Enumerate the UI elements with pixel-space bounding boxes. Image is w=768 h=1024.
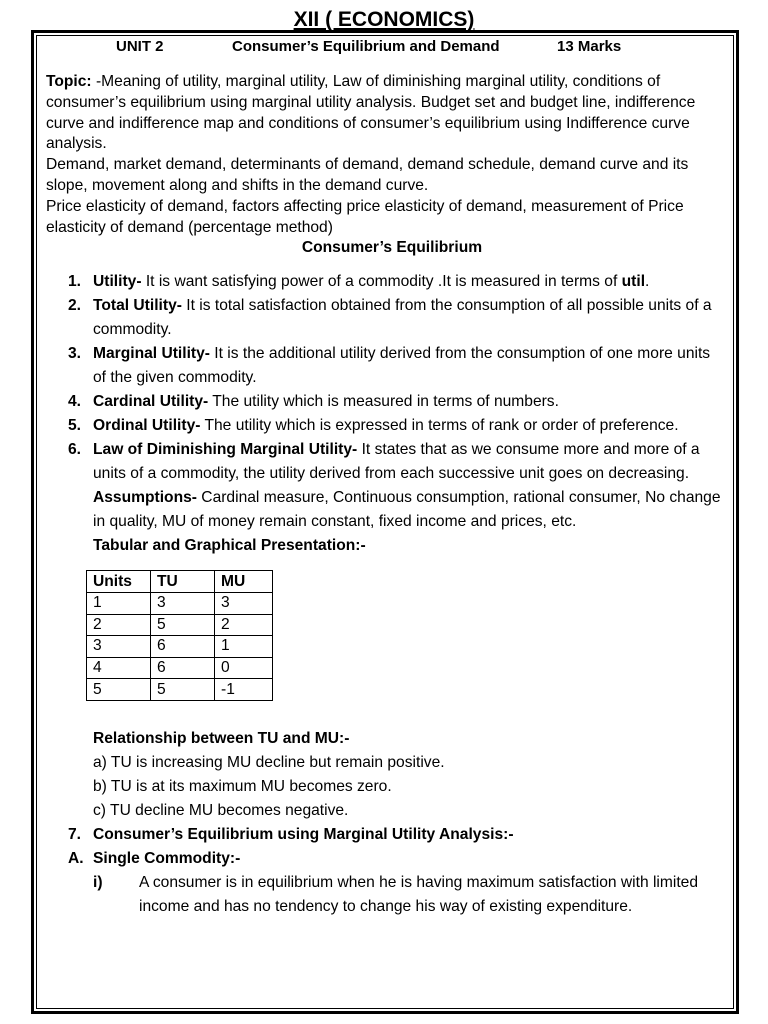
item-tail: .	[645, 273, 650, 291]
item-term: Marginal Utility-	[93, 345, 210, 363]
list-item	[46, 294, 726, 342]
table-cell: 3	[87, 636, 151, 658]
roman-number: i)	[93, 873, 103, 891]
table-cell: 5	[151, 679, 215, 701]
topic-paragraph: Demand, market demand, determinants of demand, demand schedule, demand curve and its slope, movement along and shifts in the demand curve.	[46, 156, 689, 194]
table-cell: 0	[215, 657, 273, 679]
item-term: Cardinal Utility-	[93, 393, 209, 411]
topic-paragraph	[46, 72, 726, 155]
topic-block	[46, 72, 726, 238]
table-cell: 3	[215, 592, 273, 614]
list-item	[46, 270, 726, 294]
item-number: 6.	[68, 441, 82, 459]
table-cell: 3	[151, 592, 215, 614]
relationship-heading: Relationship between TU and MU:-	[93, 729, 350, 747]
relationship-point: b) TU is at its maximum MU becomes zero.	[93, 777, 392, 795]
item-heading: Single Commodity:-	[93, 849, 241, 867]
relationship-point: a) TU is increasing MU decline but remain positive.	[93, 753, 445, 771]
topic-label: Topic:	[46, 73, 92, 90]
item-text: It is want satisfying power of a commodity .It is measured in terms of	[141, 273, 622, 291]
unit-title: Consumer’s Equilibrium and Demand	[232, 38, 500, 55]
item-text: The utility which is measured in terms of numbers.	[208, 393, 559, 411]
roman-item	[46, 871, 726, 919]
item-number: 7.	[68, 825, 82, 843]
assumptions-paragraph	[46, 486, 726, 534]
equilibrium-list	[46, 823, 726, 871]
table-cell: 5	[151, 614, 215, 636]
item-number: 2.	[68, 297, 82, 315]
unit-label: UNIT 2	[116, 38, 164, 55]
table-cell: 2	[215, 614, 273, 636]
table-cell: -1	[215, 679, 273, 701]
item-text: It is the additional utility derived from the consumption of one more units of the given commodity.	[93, 345, 711, 387]
item-number: 4.	[68, 393, 82, 411]
item-term: Ordinal Utility-	[93, 417, 201, 435]
roman-text: A consumer is in equilibrium when he is having maximum satisfaction with limited income and has no tendency to change his way of existing expenditure.	[139, 873, 699, 915]
table-header-row	[87, 571, 273, 593]
list-item	[46, 390, 726, 414]
item-term: Law of Diminishing Marginal Utility-	[93, 441, 358, 459]
item-term: Utility-	[93, 273, 142, 291]
relationship-block	[46, 727, 726, 823]
table-cell: 5	[87, 679, 151, 701]
marks-label: 13 Marks	[557, 38, 622, 55]
table-cell: 1	[215, 636, 273, 658]
table-row	[87, 592, 273, 614]
table-row	[87, 679, 273, 701]
table-cell: 2	[87, 614, 151, 636]
list-item	[46, 342, 726, 390]
tabular-heading: Tabular and Graphical Presentation:-	[93, 537, 366, 555]
item-bold-tail: util	[621, 273, 646, 291]
table-cell: 1	[87, 592, 151, 614]
table-row	[87, 636, 273, 658]
relationship-point: c) TU decline MU becomes negative.	[93, 801, 349, 819]
item-number: A.	[68, 849, 84, 867]
list-item	[46, 438, 726, 486]
assumptions-text: Cardinal measure, Continuous consumption, rational consumer, No change in quality, MU of money remain constant, fixed income and prices, etc.	[93, 489, 721, 531]
document-title: XII ( ECONOMICS)	[293, 8, 475, 31]
table-header-cell: MU	[215, 571, 273, 593]
topic-paragraph: Price elasticity of demand, factors affecting price elasticity of demand, measurement of Price elasticity of demand (percentage method)	[46, 197, 684, 236]
table-cell: 4	[87, 657, 151, 679]
item-number: 5.	[68, 417, 82, 435]
list-item	[46, 847, 726, 871]
utility-table	[86, 570, 273, 701]
list-item	[46, 823, 726, 847]
table-header-cell: TU	[151, 571, 215, 593]
table-row	[87, 614, 273, 636]
item-heading: Consumer’s Equilibrium using Marginal Utility Analysis:-	[93, 825, 514, 843]
item-text: It is total satisfaction obtained from the consumption of all possible units of a commodity.	[93, 297, 712, 339]
definitions-list	[46, 270, 726, 486]
item-text: The utility which is expressed in terms of rank or order of preference.	[200, 417, 679, 435]
section-heading: Consumer’s Equilibrium	[301, 239, 483, 257]
list-item	[46, 414, 726, 438]
document-body	[46, 72, 726, 919]
assumptions-label: Assumptions-	[93, 489, 197, 507]
table-cell: 6	[151, 657, 215, 679]
item-term: Total Utility-	[93, 297, 182, 315]
item-number: 1.	[68, 273, 82, 291]
table-row	[87, 657, 273, 679]
topic-text: -Meaning of utility, marginal utility, Law of diminishing marginal utility, conditions of consumer’s equilibrium using marginal utility analysis. Budget set and budget line, indifference curve and indifference map and conditions of consumer’s equilibrium using Indifference curve analysis.	[46, 73, 696, 153]
item-number: 3.	[68, 345, 82, 363]
table-cell: 6	[151, 636, 215, 658]
table-header-cell: Units	[87, 571, 151, 593]
item-text: It states that as we consume more and more of a units of a commodity, the utility derived from each successive unit goes on decreasing.	[93, 441, 700, 483]
